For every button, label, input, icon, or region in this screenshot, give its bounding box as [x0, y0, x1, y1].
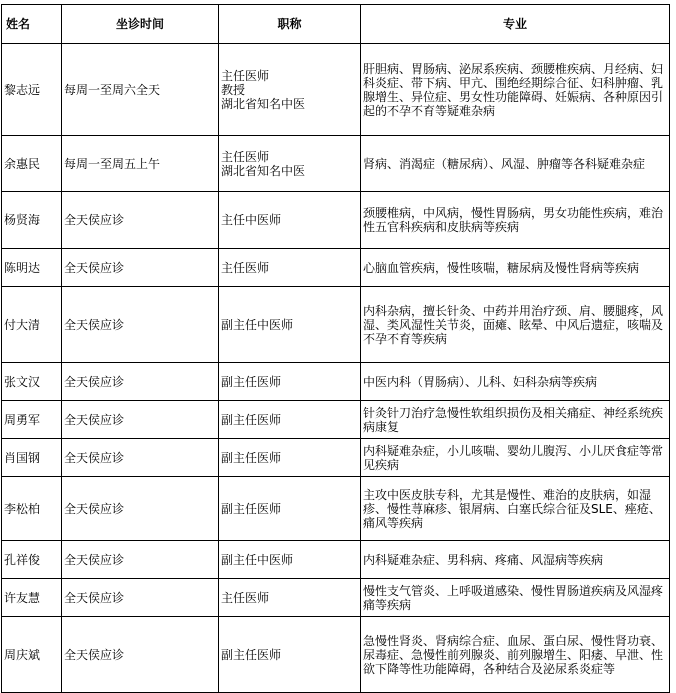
title-line: 副主任医师	[221, 412, 282, 427]
clinic-time: 全天侯应诊	[62, 541, 219, 579]
doctor-specialty: 颈腰椎病，中风病，慢性胃肠病，男女功能性疾病，难治性五官科疾病和皮肤病等疾病	[361, 192, 670, 249]
doctor-specialty: 慢性支气管炎、上呼吸道感染、慢性胃肠道疾病及风湿疼痛等疾病	[361, 579, 670, 617]
doctor-specialty: 内科疑难杂症、男科病、疼痛、风湿病等疾病	[361, 541, 670, 579]
table-row	[2, 249, 670, 287]
clinic-time: 每周一至周五上午	[62, 136, 219, 192]
table-row	[2, 541, 670, 579]
header-name: 姓名	[2, 5, 62, 44]
title-line: 副主任医师	[221, 501, 282, 516]
doctor-specialty: 内科疑难杂症，小儿咳喘、婴幼儿腹泻、小儿厌食症等常见疾病	[361, 439, 670, 477]
doctor-name: 付大清	[2, 287, 62, 363]
table-row	[2, 477, 670, 541]
doctor-specialty: 心脑血管疾病，慢性咳喘，糖尿病及慢性肾病等疾病	[361, 249, 670, 287]
doctor-title	[219, 401, 361, 439]
doctor-schedule-table	[1, 4, 670, 693]
clinic-time: 全天侯应诊	[62, 249, 219, 287]
doctor-name: 杨贤海	[2, 192, 62, 249]
doctor-specialty: 针灸针刀治疗急慢性软组织损伤及相关痛症、神经系统疾病康复	[361, 401, 670, 439]
title-line: 副主任中医师	[221, 317, 294, 332]
doctor-name: 许友慧	[2, 579, 62, 617]
doctor-name: 周庆斌	[2, 617, 62, 693]
title-line: 湖北省知名中医	[221, 163, 306, 178]
title-line: 主任医师	[221, 68, 270, 83]
doctor-name: 孔祥俊	[2, 541, 62, 579]
clinic-time: 全天侯应诊	[62, 439, 219, 477]
table-row	[2, 439, 670, 477]
clinic-time: 全天侯应诊	[62, 579, 219, 617]
doctor-name: 余惠民	[2, 136, 62, 192]
doctor-specialty: 急慢性肾炎、肾病综合症、血尿、蛋白尿、慢性肾功衰、尿毒症、急慢性前列腺炎、前列腺增生、阳痿、早泄、性欲下降等性功能障碍，各种结合及泌尿系炎症等	[361, 617, 670, 693]
header-time: 坐诊时间	[62, 5, 219, 44]
title-line: 主任医师	[221, 149, 270, 164]
doctor-name: 肖国钢	[2, 439, 62, 477]
doctor-specialty: 肾病、消渴症（糖尿病）、风湿、肿瘤等各科疑难杂症	[361, 136, 670, 192]
clinic-time: 全天侯应诊	[62, 192, 219, 249]
clinic-time: 全天侯应诊	[62, 477, 219, 541]
doctor-title	[219, 439, 361, 477]
title-line: 副主任中医师	[221, 552, 294, 567]
table-header-row	[2, 5, 670, 44]
clinic-time: 全天侯应诊	[62, 401, 219, 439]
header-specialty: 专业	[361, 5, 670, 44]
doctor-name: 陈明达	[2, 249, 62, 287]
clinic-time: 每周一至周六全天	[62, 44, 219, 136]
clinic-time: 全天侯应诊	[62, 363, 219, 401]
title-line: 湖北省知名中医	[221, 96, 306, 111]
doctor-specialty: 中医内科（胃肠病）、儿科、妇科杂病等疾病	[361, 363, 670, 401]
doctor-title	[219, 579, 361, 617]
header-title: 职称	[219, 5, 361, 44]
doctor-title	[219, 363, 361, 401]
table-row	[2, 192, 670, 249]
table-row	[2, 44, 670, 136]
doctor-title	[219, 44, 361, 136]
doctor-title	[219, 541, 361, 579]
table-row	[2, 363, 670, 401]
doctor-title	[219, 617, 361, 693]
title-line: 副主任医师	[221, 647, 282, 662]
table-row	[2, 136, 670, 192]
doctor-specialty: 肝胆病、胃肠病、泌尿系疾病、颈腰椎疾病、月经病、妇科炎症、带下病、甲亢、围绝经期综合征、妇科肿瘤、乳腺增生、异位症、男女性功能障碍、妊娠病、各种原因引起的不孕不育等疑难杂病	[361, 44, 670, 136]
table-row	[2, 287, 670, 363]
doctor-name: 张文汉	[2, 363, 62, 401]
table-row	[2, 579, 670, 617]
doctor-specialty: 内科杂病，擅长针灸、中药并用治疗颈、肩、腰腿疼，风湿、类风湿性关节炎，面瘫、眩晕、中风后遗症，咳喘及不孕不育等疾病	[361, 287, 670, 363]
title-line: 主任医师	[221, 590, 270, 605]
clinic-time: 全天侯应诊	[62, 287, 219, 363]
doctor-name: 黎志远	[2, 44, 62, 136]
clinic-time: 全天侯应诊	[62, 617, 219, 693]
doctor-title	[219, 249, 361, 287]
doctor-title	[219, 477, 361, 541]
title-line: 教授	[221, 82, 246, 97]
doctor-title	[219, 192, 361, 249]
doctor-title	[219, 287, 361, 363]
doctor-title	[219, 136, 361, 192]
title-line: 副主任医师	[221, 374, 282, 389]
table-row	[2, 617, 670, 693]
title-line: 主任中医师	[221, 213, 282, 227]
title-line: 副主任医师	[221, 450, 282, 465]
title-line: 主任医师	[221, 260, 270, 275]
table-row	[2, 401, 670, 439]
doctor-name: 李松柏	[2, 477, 62, 541]
doctor-specialty: 主攻中医皮肤专科，尤其是慢性、难治的皮肤病，如湿疹、慢性荨麻疹、银屑病、白塞氏综合征及SLE、痤疮、痛风等疾病	[361, 477, 670, 541]
doctor-name: 周勇军	[2, 401, 62, 439]
